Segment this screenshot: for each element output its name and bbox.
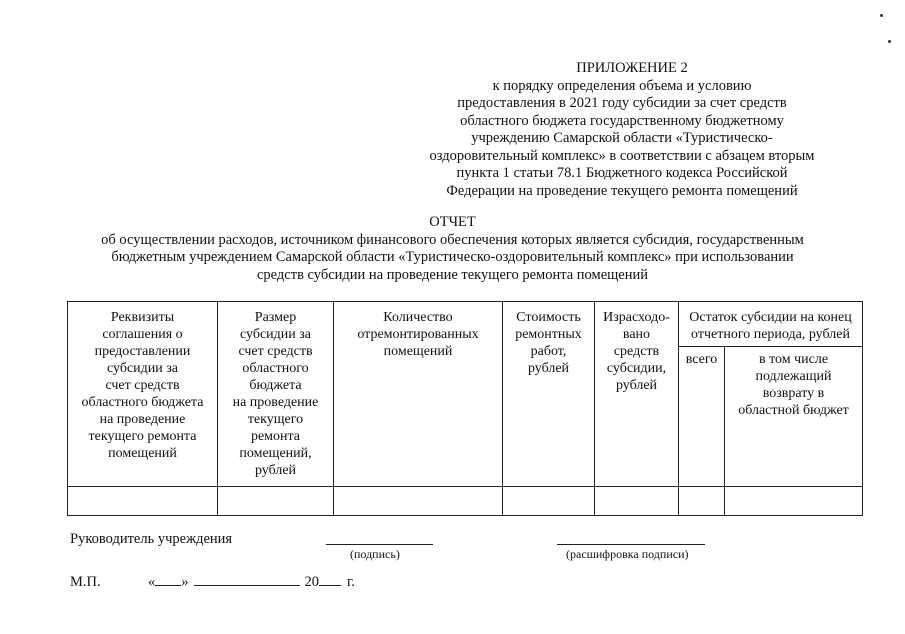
table-cell[interactable]: [334, 487, 503, 516]
report-subtitle-line: об осуществлении расходов, источником финансового обеспечения которых является субсидия, государственным: [101, 231, 804, 248]
report-heading: [60, 214, 845, 284]
stamp-date-row: [70, 573, 355, 592]
col-header-remaining: Остаток субсидии на конец отчетного периода, рублей: [679, 302, 863, 347]
appendix-line: пункта 1 статьи 78.1 Бюджетного кодекса Российской: [456, 165, 788, 181]
year-prefix: 20: [304, 574, 319, 590]
table-cell[interactable]: [725, 487, 863, 516]
date-close-quote: »: [181, 574, 189, 590]
report-title: ОТЧЕТ: [429, 214, 476, 230]
scan-speck: [888, 40, 891, 43]
col-header-subsidy-amount: Размер субсидии за счет средств областного бюджета на проведение текущего ремонта помещений, рублей: [218, 302, 334, 487]
date-year-field[interactable]: [319, 573, 341, 586]
appendix-line: Федерации на проведение текущего ремонта помещений: [446, 182, 798, 199]
table-cell[interactable]: [68, 487, 218, 516]
col-header-rooms-count: Количество отремонтированных помещений: [334, 302, 503, 487]
date-day-field[interactable]: [155, 573, 181, 586]
report-subtitle-line: бюджетным учреждением Самарской области «Туристическо-оздоровительный комплекс» при использовании: [111, 249, 794, 265]
date-open-quote: «: [148, 574, 156, 590]
table-cell[interactable]: [679, 487, 725, 516]
col-header-remaining-return: в том числе подлежащий возврату в областной бюджет: [725, 347, 863, 487]
year-suffix: г.: [347, 574, 355, 590]
appendix-line: предоставления в 2021 году субсидии за счет средств: [457, 95, 787, 111]
col-header-agreement: Реквизиты соглашения о предоставлении субсидии за счет средств областного бюджета на проведение текущего ремонта помещений: [68, 302, 218, 487]
signature-line[interactable]: [326, 544, 433, 545]
report-subtitle-line: средств субсидии на проведение текущего ремонта помещений: [256, 266, 649, 283]
appendix-line: к порядку определения объема и условию: [492, 77, 752, 94]
table-cell[interactable]: [503, 487, 595, 516]
appendix-line: областного бюджета государственному бюджетному: [460, 112, 784, 129]
appendix-line: учреждению Самарской области «Туристическо-: [471, 130, 773, 146]
col-header-repair-cost: Стоимость ремонтных работ, рублей: [503, 302, 595, 487]
decoding-caption: (расшифровка подписи): [566, 547, 689, 561]
head-label: Руководитель учреждения: [70, 531, 233, 547]
table-row: [68, 487, 863, 516]
appendix-header: [412, 60, 832, 200]
appendix-line: оздоровительный комплекс» в соответствии с абзацем вторым: [429, 147, 815, 164]
stamp-label: М.П.: [70, 574, 101, 590]
appendix-title: ПРИЛОЖЕНИЕ 2: [576, 60, 688, 76]
signature-caption: (подпись): [350, 547, 400, 561]
signature-decoding-line[interactable]: [557, 544, 705, 545]
report-table: [67, 301, 863, 516]
date-month-field[interactable]: [194, 573, 300, 586]
scan-speck: [880, 14, 883, 17]
table-cell[interactable]: [595, 487, 679, 516]
col-header-spent: Израсходо- вано средств субсидии, рублей: [595, 302, 679, 487]
col-header-remaining-total: всего: [679, 347, 725, 487]
table-cell[interactable]: [218, 487, 334, 516]
